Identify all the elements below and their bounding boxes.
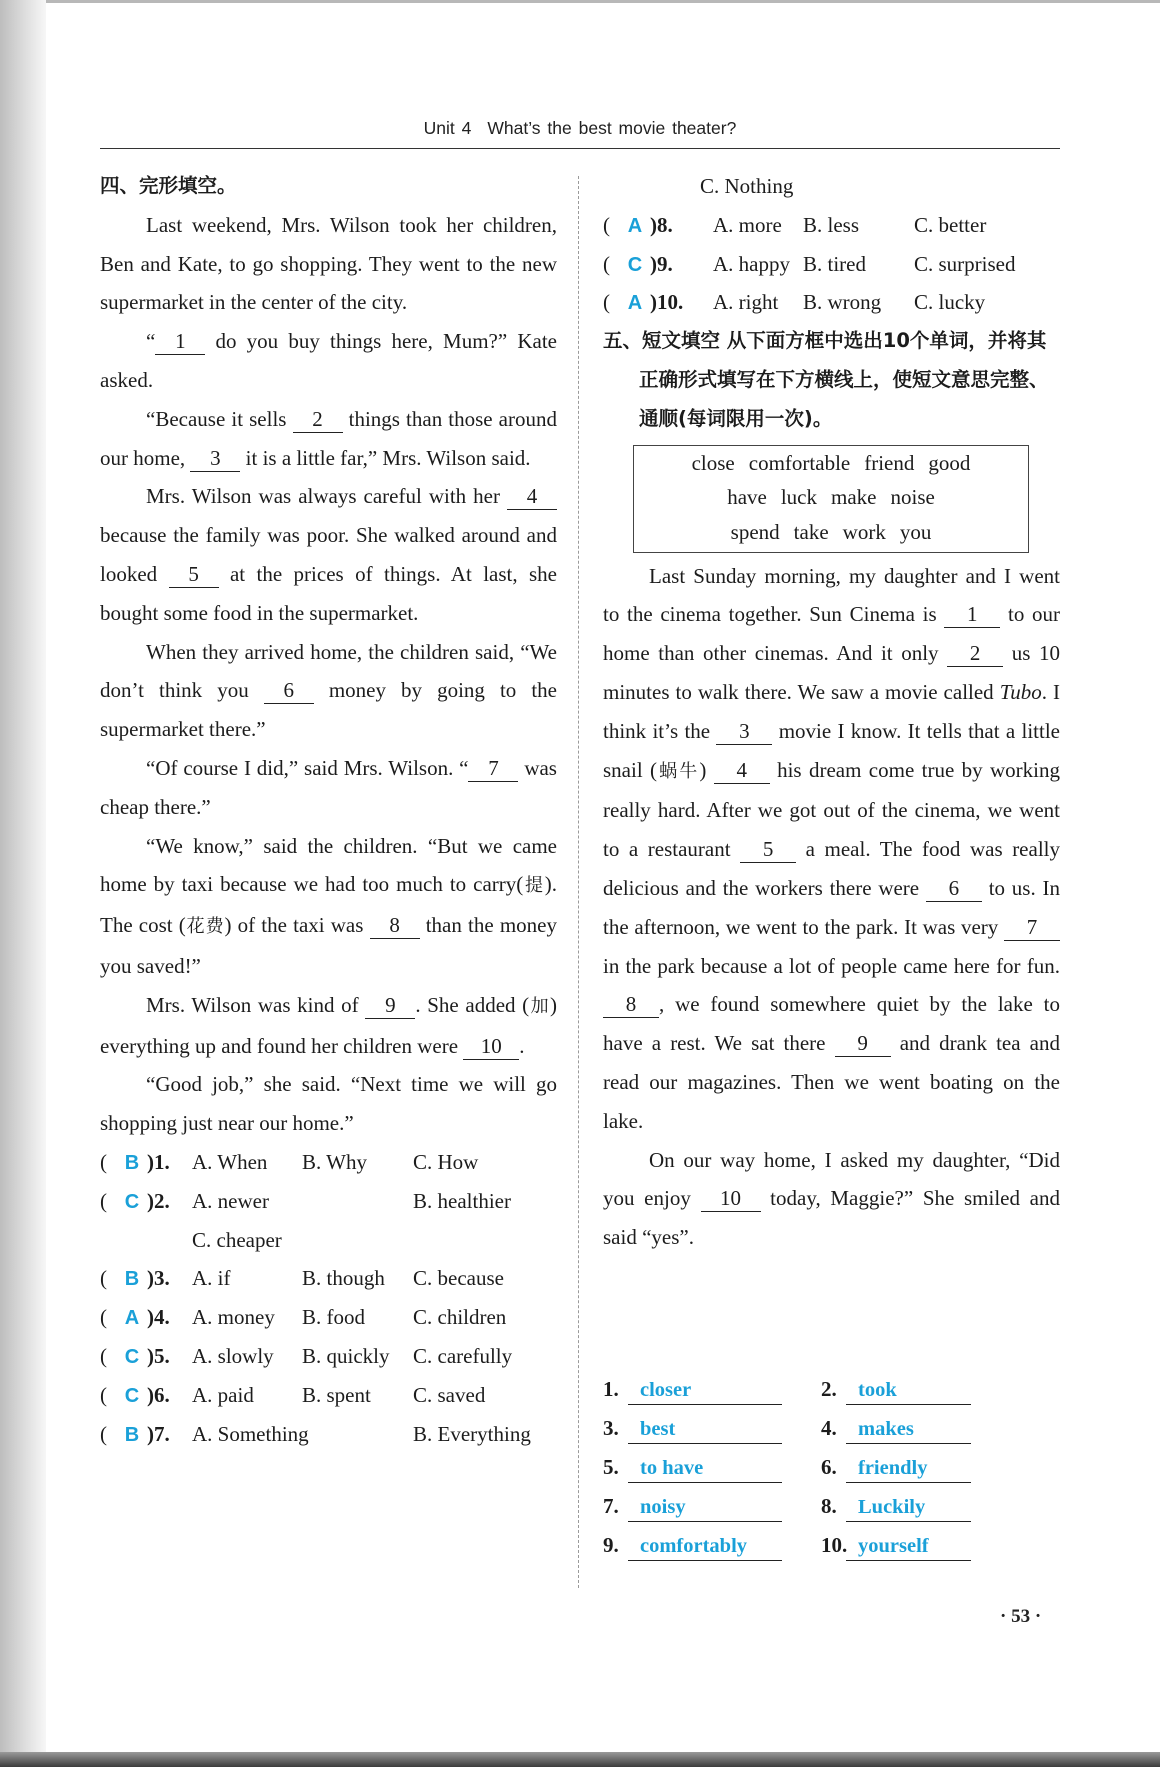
word-bank-item: noise — [890, 485, 935, 510]
cloze-paragraph-7: “We know,” said the children. “But we came home by taxi because we had too much to carry(提). The cost (花费) of the taxi was 8 than the money you saved!” — [100, 833, 557, 978]
answer-mark: B — [124, 1423, 140, 1446]
answer-field[interactable]: comfortably — [628, 1532, 782, 1561]
word-bank-item: comfortable — [748, 450, 851, 475]
answer-field[interactable]: Luckily — [846, 1493, 971, 1522]
scan-top-edge — [0, 0, 1160, 3]
fill-blank-7: 7 — [1004, 914, 1060, 941]
fill-blank-1: 1 — [944, 601, 1000, 628]
running-header — [100, 118, 1060, 139]
cloze-paragraph-4: Mrs. Wilson was always careful with her 4 because the family was poor. She walked around and looked 5 at the prices of things. At last, she bought some food in the supermarket. — [100, 484, 557, 625]
word-bank-item: work — [842, 519, 886, 544]
cloze-blank-10: 10 — [463, 1033, 519, 1060]
fill-blank-2: 2 — [947, 640, 1003, 667]
answer-mark: C — [124, 1345, 140, 1368]
page-number: · 53 · — [1000, 1606, 1042, 1627]
answer-mark: B — [124, 1268, 140, 1291]
question-5: ( C )5. A. slowly B. quickly C. carefully — [100, 1337, 557, 1376]
answer-row: 5. to have 6. friendly — [603, 1454, 1063, 1493]
answer-field[interactable]: noisy — [628, 1493, 782, 1522]
question-1: ( B )1. A. When B. Why C. How — [100, 1143, 557, 1182]
cloze-paragraph-5: When they arrived home, the children said, “We don’t think you 6 money by going to the supermarket there.” — [100, 639, 557, 742]
answer-mark: C — [124, 1384, 140, 1407]
cloze-blank-4: 4 — [507, 483, 557, 510]
fill-blank-8: 8 — [603, 991, 659, 1018]
cloze-blank-6: 6 — [264, 677, 314, 704]
fill-paragraph-2: On our way home, I asked my daughter, “Did you enjoy 10 today, Maggie?” She smiled and said “yes”. — [603, 1147, 1060, 1250]
answer-row: 1. closer 2. took — [603, 1376, 1063, 1415]
question-9: ( C )9. A. happy B. tired C. surprised — [603, 245, 1060, 284]
answer-row: 9. comfortably 10. yourself — [603, 1532, 1063, 1571]
answer-mark: B — [124, 1151, 140, 1174]
cloze-paragraph-1: Last weekend, Mrs. Wilson took her children, Ben and Kate, to go shopping. They went to the new supermarket in the center of the city. — [100, 212, 557, 315]
word-bank-item: close — [691, 450, 735, 475]
question-10: ( A )10. A. right B. wrong C. lucky — [603, 283, 1060, 322]
word-bank-item: spend — [730, 519, 780, 544]
cloze-paragraph-6: “Of course I did,” said Mrs. Wilson. “ 7 was cheap there.” — [100, 755, 557, 819]
left-column — [100, 167, 557, 1453]
header-unit: Unit 4 — [423, 118, 472, 138]
cloze-blank-8: 8 — [370, 912, 420, 939]
word-bank-item: luck — [780, 485, 817, 510]
cloze-paragraph-2: “ 1 do you buy things here, Mum?” Kate asked. — [100, 329, 557, 392]
word-bank-item: you — [899, 519, 932, 544]
answer-mark: A — [627, 292, 643, 315]
answer-mark: A — [627, 214, 643, 237]
section4-title: 四、完形填空。 — [100, 174, 237, 197]
column-divider — [578, 176, 579, 1588]
question-4: ( A )4. A. money B. food C. children — [100, 1298, 557, 1337]
word-bank-item: friend — [864, 450, 915, 475]
answer-field[interactable]: closer — [628, 1376, 782, 1405]
cloze-paragraph-9: “Good job,” she said. “Next time we will go shopping just near our home.” — [100, 1072, 557, 1136]
cloze-blank-2: 2 — [293, 406, 343, 433]
right-column — [603, 167, 1060, 1257]
fill-blank-3: 3 — [716, 718, 772, 745]
word-bank-item: good — [928, 450, 971, 475]
cloze-paragraph-8: Mrs. Wilson was kind of 9 . She added (加) everything up and found her children were 10 . — [100, 992, 557, 1058]
answer-mark: C — [124, 1190, 140, 1213]
question-7-option-c: C. Nothing — [700, 174, 794, 198]
word-bank-item: take — [793, 519, 829, 544]
question-2-option-c: C. cheaper — [192, 1227, 282, 1252]
cloze-blank-7: 7 — [468, 755, 518, 782]
section5-title: 五、短文填空 从下面方框中选出10个单词，并将其正确形式填写在下方横线上，使短文意思完整、通顺(每词限用一次)。 — [603, 329, 1049, 430]
fill-paragraph-1: Last Sunday morning, my daughter and I went to the cinema together. Sun Cinema is 1 to our home than other cinemas. And it only 2 us 10 minutes to walk there. We saw a movie called Tubo. I think it’s the 3 movie I know. It tells that a little snail (蜗牛) 4 his dream come true by working really hard. After we got out of the cinema, we went to a restaurant 5 a meal. The food was really delicious and the workers there were 6 to us. In the afternoon, we went to the park. It was very 7 in the park because a lot of people came here for fun. 8 , we found somewhere quiet by the lake to have a rest. We sat there 9 and drank tea and read our magazines. Then we went boating on the lake. — [603, 563, 1061, 1133]
header-rule — [100, 148, 1060, 149]
header-title: What’s the best movie theater? — [487, 118, 737, 138]
cloze-paragraph-3: “Because it sells 2 things than those around our home, 3 it is a little far,” Mrs. Wilson said. — [100, 406, 557, 470]
fill-blank-4: 4 — [714, 757, 770, 784]
fill-blank-5: 5 — [740, 836, 796, 863]
answer-field[interactable]: yourself — [846, 1532, 971, 1561]
answer-mark: C — [627, 253, 643, 276]
word-bank-item: make — [831, 485, 877, 510]
question-6: ( C )6. A. paid B. spent C. saved — [100, 1376, 557, 1415]
word-bank-item: have — [727, 485, 767, 510]
cloze-blank-5: 5 — [169, 561, 219, 588]
cloze-blank-9: 9 — [365, 992, 415, 1019]
fill-blank-9: 9 — [835, 1030, 891, 1057]
answer-field[interactable]: took — [846, 1376, 971, 1405]
fill-blank-10: 10 — [701, 1185, 761, 1212]
scan-bottom-edge — [0, 1752, 1160, 1767]
page-gutter-shadow — [0, 0, 46, 1767]
answer-field[interactable]: makes — [846, 1415, 971, 1444]
answer-field[interactable]: to have — [628, 1454, 782, 1483]
answer-field[interactable]: best — [628, 1415, 782, 1444]
answer-grid — [603, 1376, 1063, 1571]
question-7: ( B )7. A. Something B. Everything — [100, 1415, 557, 1454]
answer-row: 3. best 4. makes — [603, 1415, 1063, 1454]
movie-title: Tubo — [999, 679, 1042, 704]
answer-mark: A — [124, 1307, 140, 1330]
question-2: ( C )2. A. newer B. healthier — [100, 1182, 557, 1221]
cloze-blank-1: 1 — [155, 328, 205, 355]
cloze-blank-3: 3 — [190, 445, 240, 472]
fill-blank-6: 6 — [926, 875, 982, 902]
word-bank — [633, 445, 1029, 553]
question-3: ( B )3. A. if B. though C. because — [100, 1259, 557, 1298]
answer-field[interactable]: friendly — [846, 1454, 971, 1483]
question-8: ( A )8. A. more B. less C. better — [603, 206, 1060, 245]
answer-row: 7. noisy 8. Luckily — [603, 1493, 1063, 1532]
